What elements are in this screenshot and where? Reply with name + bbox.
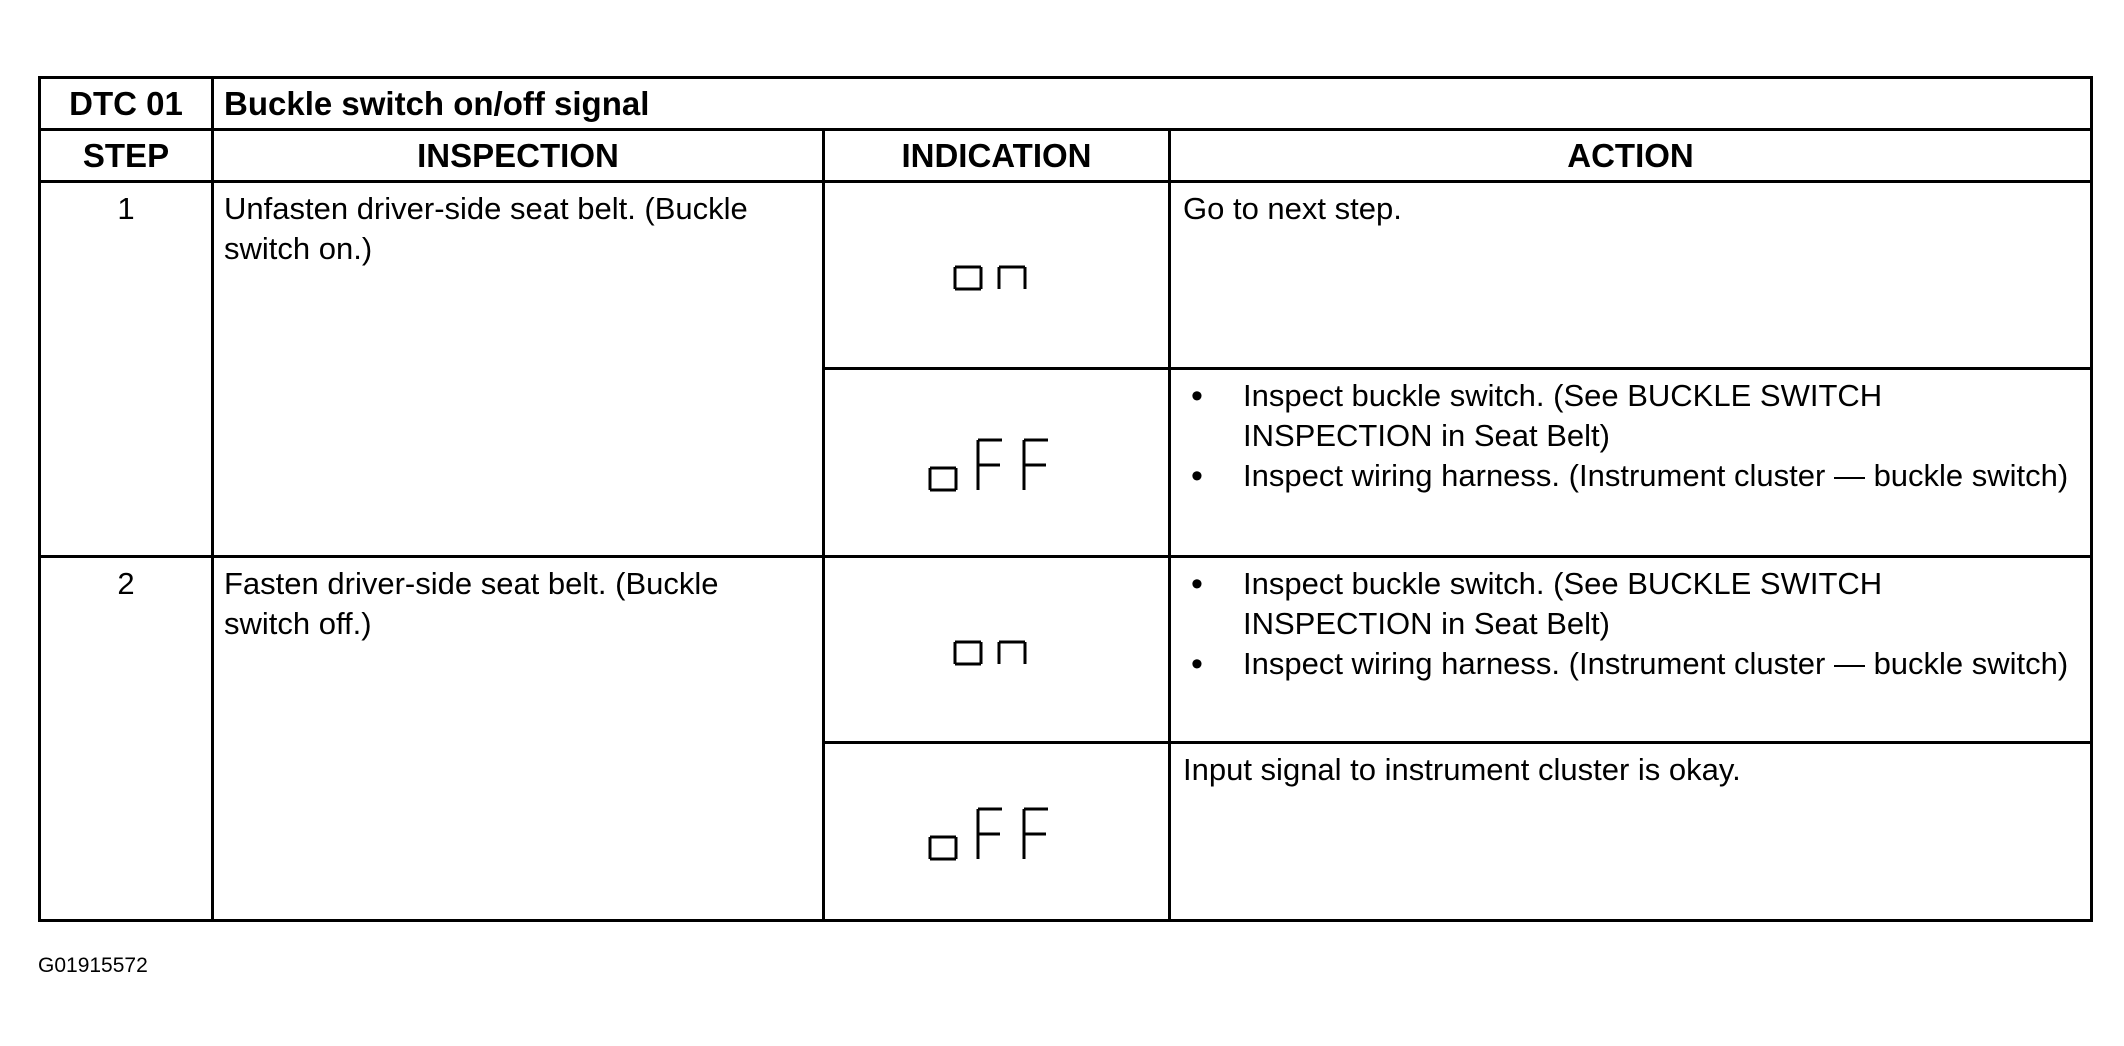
indication-display bbox=[824, 743, 1170, 921]
title-row bbox=[40, 78, 2092, 130]
inspection-text: Unfasten driver-side seat belt. (Buckle switch on.) bbox=[213, 182, 824, 557]
action-list bbox=[1183, 564, 2080, 684]
figure-id: G01915572 bbox=[38, 954, 148, 977]
table-row bbox=[40, 557, 2092, 743]
header-inspection: INSPECTION bbox=[213, 130, 824, 182]
action-item: • Inspect wiring harness. (Instrument cluster — buckle switch) bbox=[1183, 644, 2080, 684]
step-number: 2 bbox=[40, 557, 213, 921]
action-item: • Inspect buckle switch. (See BUCKLE SWITCH INSPECTION in Seat Belt) bbox=[1183, 376, 2080, 456]
action-item: • Inspect wiring harness. (Instrument cluster — buckle switch) bbox=[1183, 456, 2080, 496]
header-row bbox=[40, 130, 2092, 182]
lcd-on-indicator bbox=[947, 255, 1047, 295]
action-cell bbox=[1170, 557, 2092, 743]
header-indication: INDICATION bbox=[824, 130, 1170, 182]
action-cell bbox=[1170, 369, 2092, 557]
lcd-off-indicator bbox=[922, 797, 1072, 867]
header-action: ACTION bbox=[1170, 130, 2092, 182]
action-cell bbox=[1170, 182, 2092, 369]
action-text: Go to next step. bbox=[1183, 191, 1402, 226]
dtc-code: DTC 01 bbox=[40, 78, 213, 130]
indication-display bbox=[824, 182, 1170, 369]
lcd-off-indicator bbox=[922, 428, 1072, 498]
step-number: 1 bbox=[40, 182, 213, 557]
header-step: STEP bbox=[40, 130, 213, 182]
dtc-title: Buckle switch on/off signal bbox=[213, 78, 2092, 130]
lcd-on-indicator bbox=[947, 630, 1047, 670]
action-list bbox=[1183, 376, 2080, 496]
inspection-text: Fasten driver-side seat belt. (Buckle switch off.) bbox=[213, 557, 824, 921]
action-cell bbox=[1170, 743, 2092, 921]
action-item: • Inspect buckle switch. (See BUCKLE SWITCH INSPECTION in Seat Belt) bbox=[1183, 564, 2080, 644]
indication-display bbox=[824, 369, 1170, 557]
indication-display bbox=[824, 557, 1170, 743]
action-text: Input signal to instrument cluster is okay. bbox=[1183, 752, 1741, 787]
table-row bbox=[40, 182, 2092, 369]
dtc-table bbox=[38, 76, 2093, 922]
